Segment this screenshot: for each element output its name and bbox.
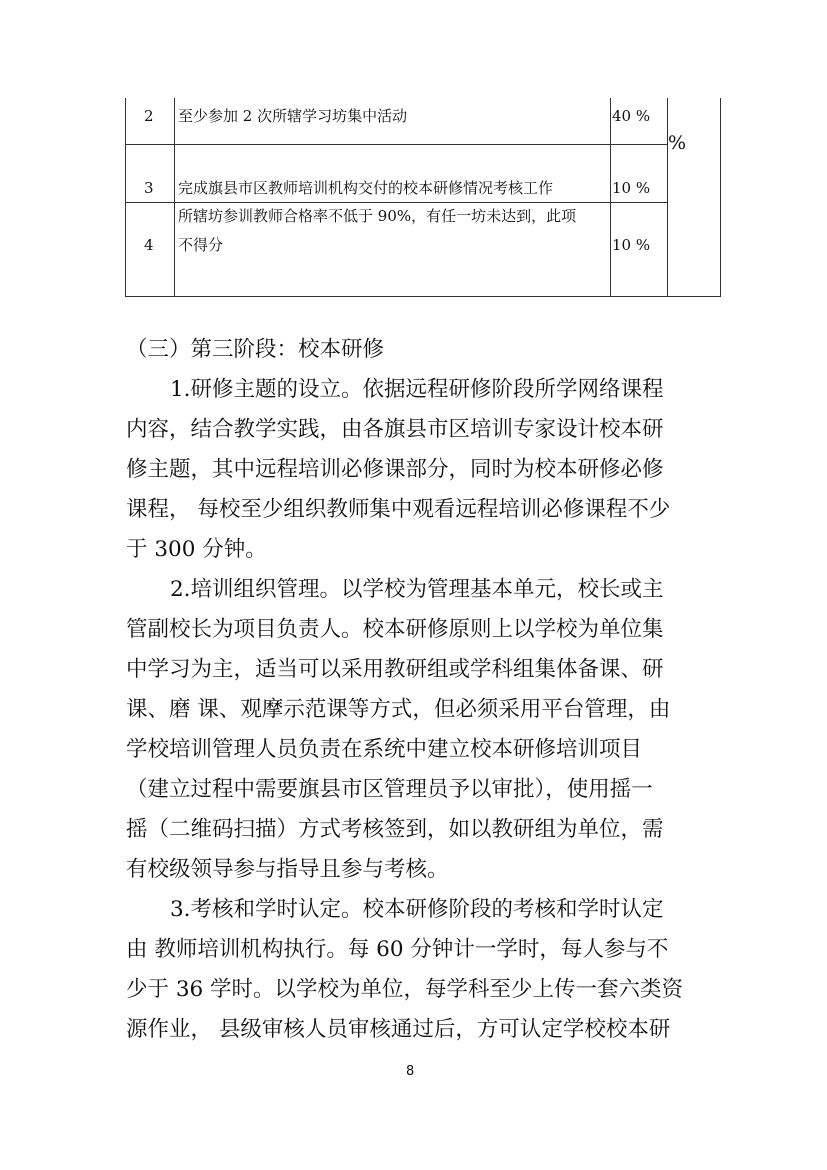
row-weight: 40 % (612, 107, 651, 125)
paragraph-line: 课程， 每校至少组织教师集中观看远程培训必修课程不少 (126, 497, 671, 522)
paragraph-line: 由 教师培训机构执行。每 60 分钟计一学时，每人参与不 (126, 937, 669, 962)
table-row-divider (126, 144, 667, 145)
row-content: 完成旗县市区教师培训机构交付的校本研修情况考核工作 (178, 179, 554, 197)
table-divider (610, 98, 611, 296)
row-content: 所辖坊参训教师合格率不低于 90%，有任一坊未达到，此项 (178, 207, 577, 225)
row-content: 至少参加 2 次所辖学习坊集中活动 (178, 107, 408, 125)
side-mark: % (668, 132, 687, 154)
paragraph-line: 3.考核和学时认定。校本研修阶段的考核和学时认定 (170, 897, 664, 922)
paragraph-line: （建立过程中需要旗县市区管理员予以审批），使用摇一 (126, 777, 653, 802)
paragraph-line: 中学习为主，适当可以采用教研组或学科组集体备课、研 (126, 657, 664, 682)
section-heading: （三）第三阶段：校本研修 (126, 337, 385, 362)
row-number: 4 (144, 236, 154, 254)
paragraph-line: 修主题，其中远程培训必修课部分，同时为校本研修必修 (126, 457, 664, 482)
row-number: 2 (144, 107, 154, 125)
paragraph-line: 内容，结合教学实践，由各旗县市区培训专家设计校本研 (126, 417, 664, 442)
paragraph-line: 摇（二维码扫描）方式考核签到，如以教研组为单位，需 (126, 817, 664, 842)
assessment-table (125, 98, 721, 297)
row-weight: 10 % (612, 236, 651, 254)
table-divider (667, 98, 668, 296)
paragraph-line: 管副校长为项目负责人。校本研修原则上以学校为单位集 (126, 617, 664, 642)
row-number: 3 (144, 179, 154, 197)
paragraph-line: 学校培训管理人员负责在系统中建立校本研修培训项目 (126, 737, 643, 762)
row-weight: 10 % (612, 179, 651, 197)
paragraph-line: 有校级领导参与指导且参与考核。 (126, 857, 449, 882)
row-content: 不得分 (178, 236, 224, 254)
paragraph-line: 源作业， 县级审核人员审核通过后，方可认定学校校本研 (126, 1017, 671, 1042)
table-divider (174, 98, 175, 296)
paragraph-line: 于 300 分钟。 (126, 537, 267, 562)
paragraph-line: 2.培训组织管理。以学校为管理基本单元，校长或主 (170, 577, 664, 602)
page-number: 8 (406, 1064, 415, 1079)
paragraph-line: 课、磨 课、观摩示范课等方式，但必须采用平台管理，由 (126, 697, 671, 722)
paragraph-line: 1.研修主题的设立。依据远程研修阶段所学网络课程 (170, 377, 664, 402)
paragraph-line: 少于 36 学时。以学校为单位，每学科至少上传一套六类资 (126, 977, 684, 1002)
